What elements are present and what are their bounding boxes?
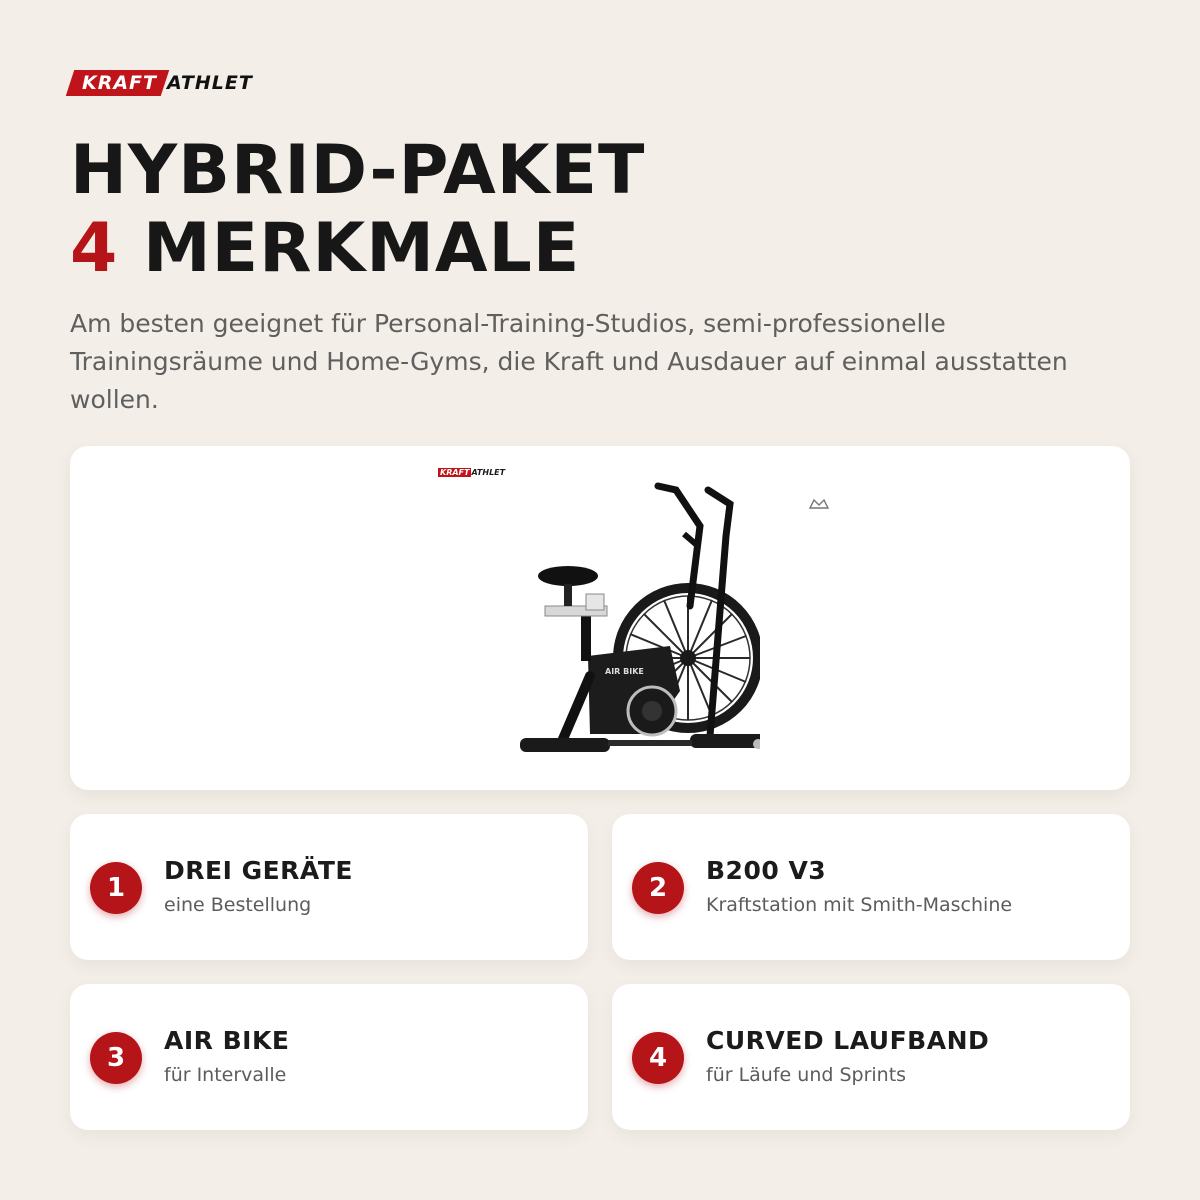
brand-logo-kraft: KRAFT — [66, 70, 169, 96]
brand-logo-athlet: ATHLET — [167, 72, 253, 94]
feature-number-badge: 2 — [632, 862, 684, 914]
title-line-2 — [70, 210, 645, 288]
intro-text: Am besten geeignet für Personal-Training-Studios, semi-professionelle Trainingsräume und Home-Gyms, die Kraft und Ausdauer auf einmal ausstatten wollen. — [70, 309, 1068, 414]
feature-subtitle: für Intervalle — [164, 1064, 287, 1086]
page-title — [70, 132, 645, 288]
frame-label: AIR BIKE — [605, 667, 644, 676]
air-bike-image — [440, 476, 760, 766]
feature-title: AIR BIKE — [164, 1026, 290, 1055]
feature-card-3 — [70, 984, 588, 1130]
feature-number-badge: 4 — [632, 1032, 684, 1084]
feature-subtitle: eine Bestellung — [164, 894, 312, 916]
title-number: 4 — [70, 209, 119, 288]
feature-card-1 — [70, 814, 588, 960]
title-merkmale: MERKMALE — [143, 209, 581, 288]
feature-subtitle: für Läufe und Sprints — [706, 1064, 907, 1086]
feature-title: CURVED LAUFBAND — [706, 1026, 990, 1055]
feature-title: DREI GERÄTE — [164, 856, 353, 885]
feature-number-badge: 1 — [90, 862, 142, 914]
image-brand-logo: KRAFT ATHLET — [438, 468, 505, 477]
feature-card-4 — [612, 984, 1130, 1130]
feature-subtitle: Kraftstation mit Smith-Maschine — [706, 894, 1013, 916]
feature-number-badge: 3 — [90, 1032, 142, 1084]
title-line-1: HYBRID-PAKET — [70, 131, 646, 210]
hero-image-card — [70, 446, 1130, 790]
feature-title: B200 V3 — [706, 856, 827, 885]
feature-card-2 — [612, 814, 1130, 960]
brand-logo — [70, 70, 253, 96]
